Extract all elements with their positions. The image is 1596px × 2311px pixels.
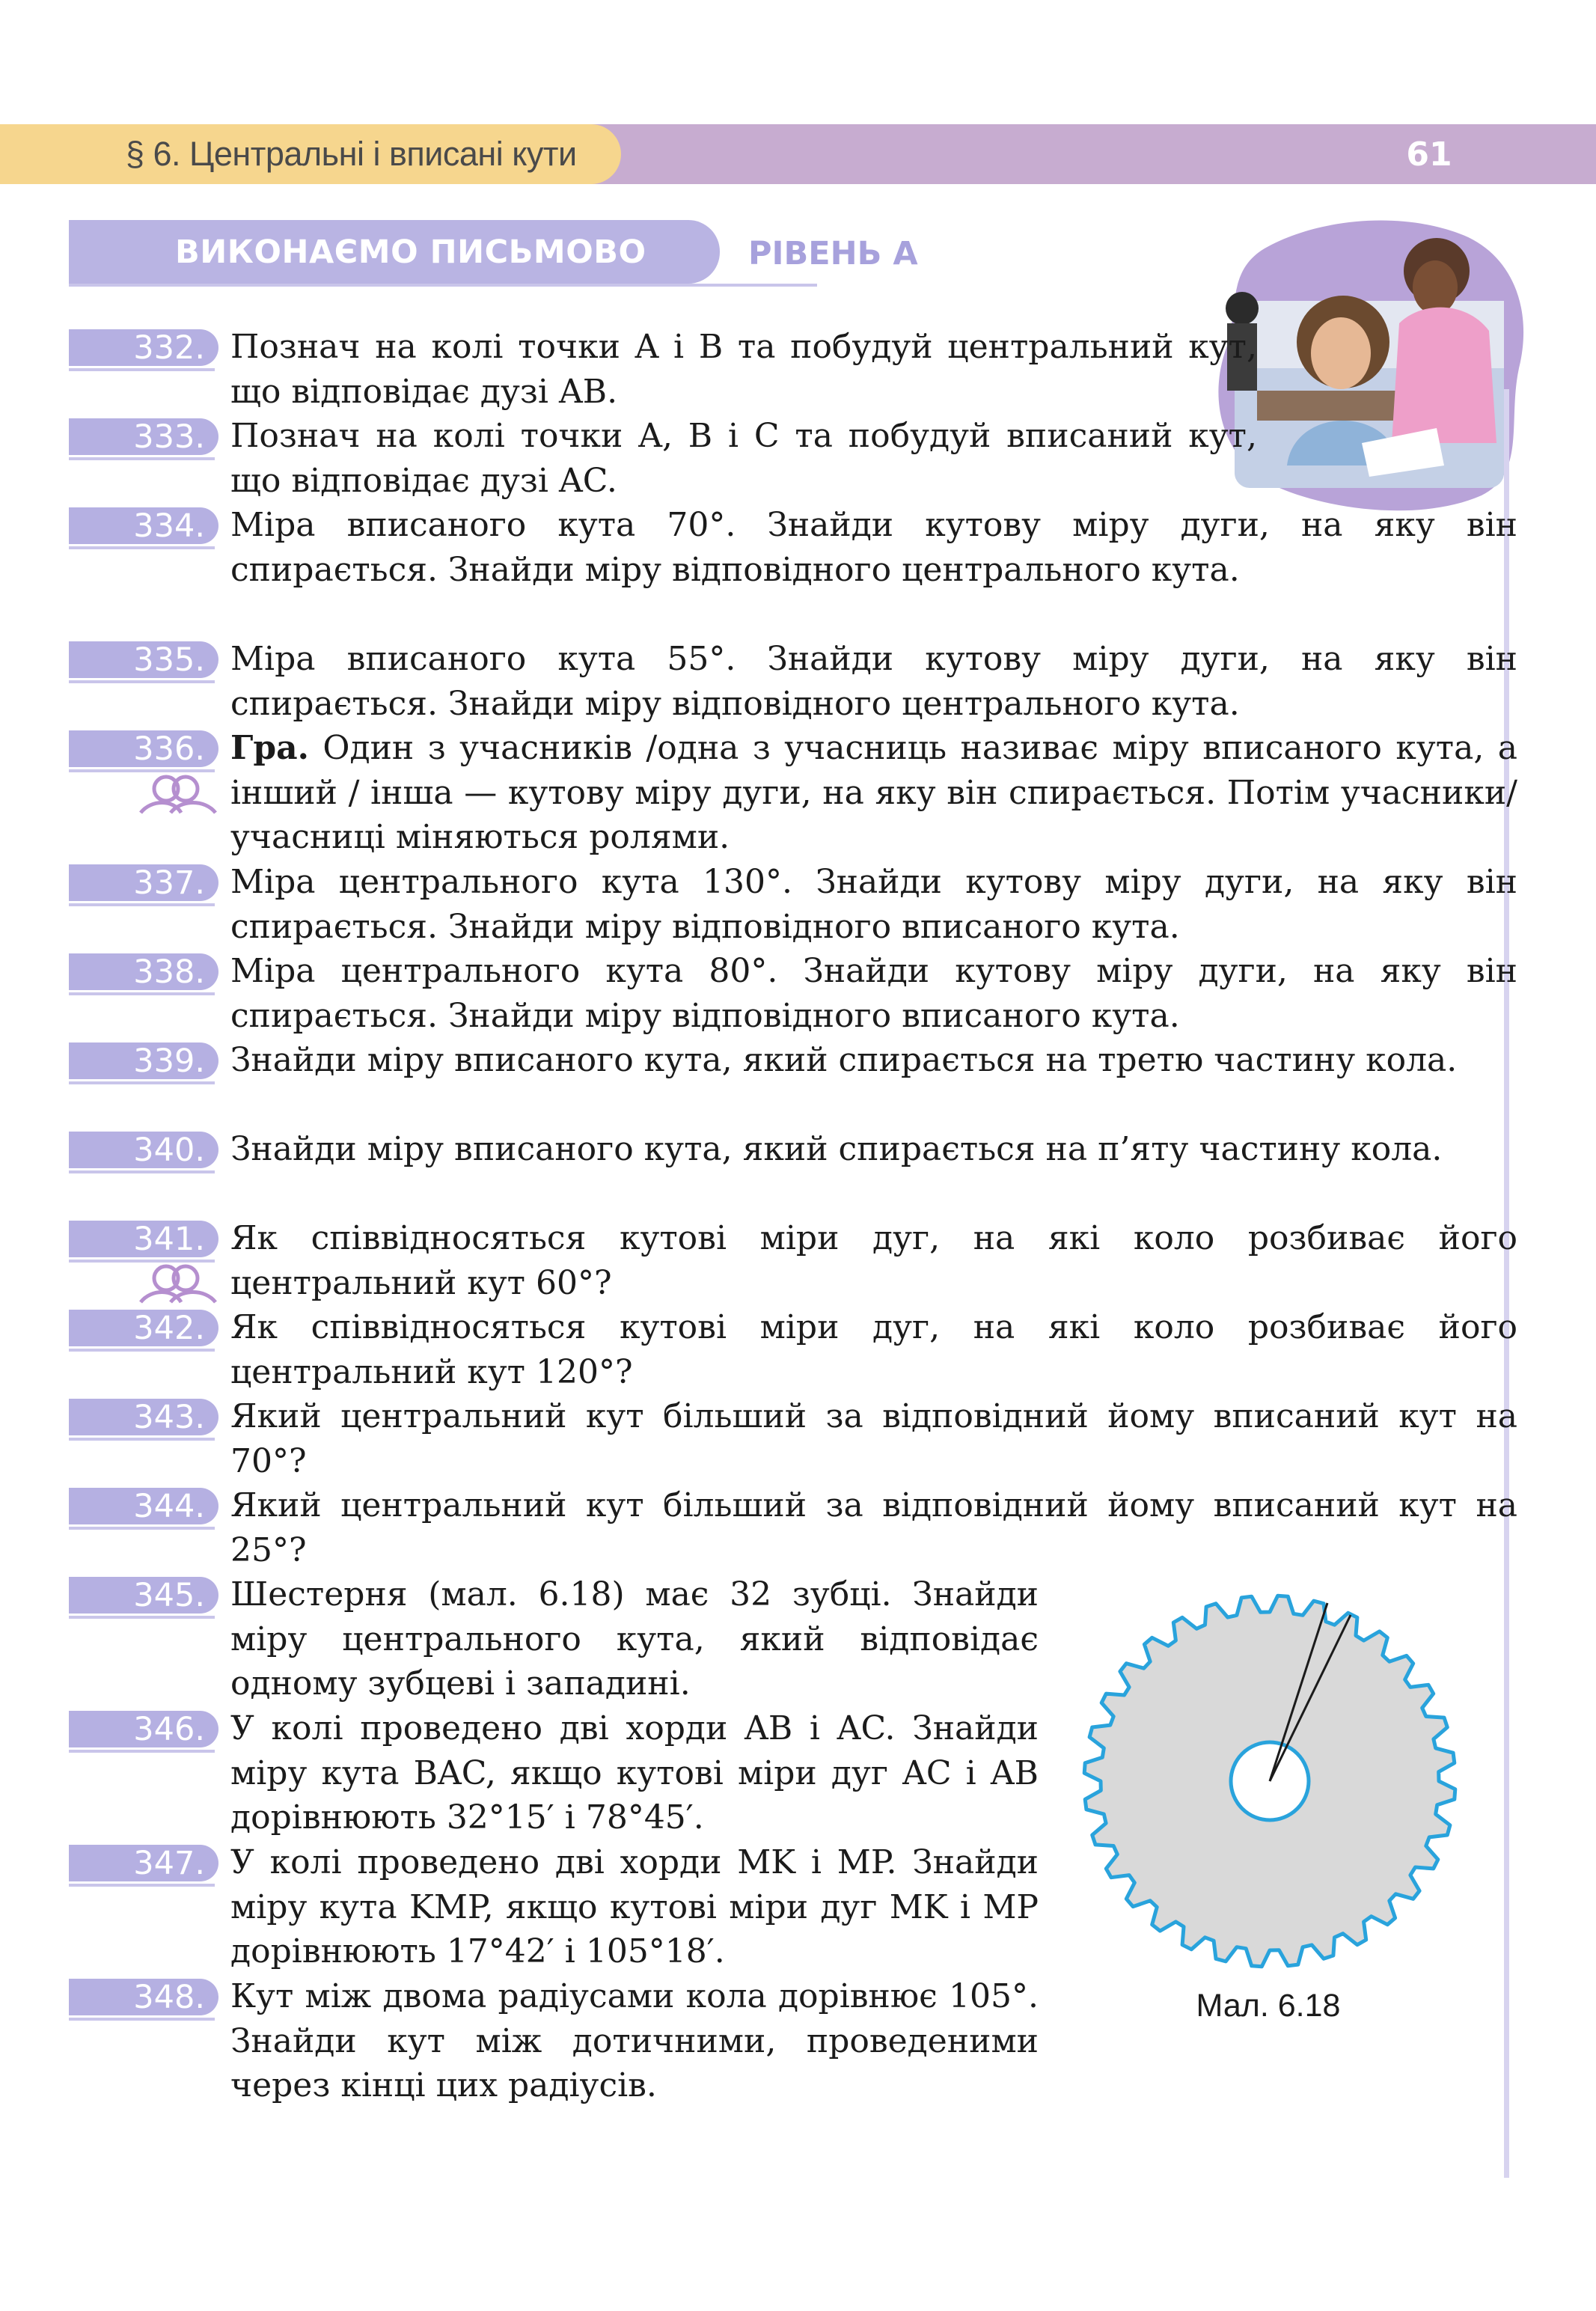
badge-underline xyxy=(69,680,215,683)
badge-underline xyxy=(69,903,215,906)
badge-underline xyxy=(69,1170,215,1173)
badge-underline xyxy=(69,1438,215,1441)
problem-text: Познач на колі точки A і B та побудуй центральний кут, що відповідає дузі AB. xyxy=(230,328,1257,411)
problem-number-badge: 336. xyxy=(69,730,218,767)
problem-text: Знайди міру вписаного кута, який спирається на п’яту частину кола. xyxy=(230,1130,1443,1168)
problem-number-badge: 341. xyxy=(69,1221,218,1257)
problem-number-badge: 343. xyxy=(69,1399,218,1435)
problem-number-badge: 346. xyxy=(69,1711,218,1747)
problem-text: У колі проведено дві хорди MK і MP. Знайди міру кута KMP, якщо кутові міри дуг MK і MP дорівнюють 17°42′ і 105°18′. xyxy=(230,1843,1039,1970)
section-title-tab xyxy=(0,124,621,184)
badge-underline xyxy=(69,1349,215,1352)
problem-text: Міра центрального кута 80°. Знайди кутову міру дуги, на яку він спирається. Знайди міру відповідного вписаного кута. xyxy=(230,952,1517,1035)
problem-number-badge: 347. xyxy=(69,1845,218,1881)
badge-underline xyxy=(69,992,215,995)
problem-text: Міра вписаного кута 55°. Знайди кутову міру дуги, на яку він спирається. Знайди міру відповідного центрального кута. xyxy=(230,640,1517,723)
problem-number-badge: 348. xyxy=(69,1979,218,2015)
page-number: 61 xyxy=(1406,135,1452,174)
problem-text: Як співвідносяться кутові міри дуг, на які коло розбиває його центральний кут 120°? xyxy=(230,1308,1517,1391)
badge-underline xyxy=(69,457,215,460)
problem-number-badge: 333. xyxy=(69,418,218,455)
pair-work-icon xyxy=(136,1262,220,1305)
problem-number-badge: 340. xyxy=(69,1132,218,1168)
problem-text: Який центральний кут більший за відповідний йому вписаний кут на 70°? xyxy=(230,1397,1517,1480)
problem-number-badge: 332. xyxy=(69,329,218,366)
problem-number-badge: 344. xyxy=(69,1488,218,1524)
section-title: § 6. Центральні і вписані кути xyxy=(126,135,577,173)
level-label: РІВЕНЬ А xyxy=(748,235,918,272)
problem-number-badge: 339. xyxy=(69,1042,218,1079)
problem-number-badge: 337. xyxy=(69,864,218,901)
problem-text: Міра центрального кута 130°. Знайди кутову міру дуги, на яку він спирається. Знайди міру відповідного вписаного кута. xyxy=(230,863,1517,946)
section-heading-bar xyxy=(69,220,720,284)
badge-underline xyxy=(69,1884,215,1887)
problem-number-badge: 342. xyxy=(69,1310,218,1346)
problem-text: Який центральний кут більший за відповідний йому вписаний кут на 25°? xyxy=(230,1486,1517,1569)
problem-number-badge: 334. xyxy=(69,507,218,544)
figure-caption: Мал. 6.18 xyxy=(1196,1988,1341,2024)
problem-number-badge: 338. xyxy=(69,953,218,990)
problem-number-badge: 335. xyxy=(69,641,218,678)
problem-text: Знайди міру вписаного кута, який спирається на третю частину кола. xyxy=(230,1041,1458,1079)
badge-underline xyxy=(69,368,215,371)
badge-underline xyxy=(69,1081,215,1084)
pair-work-icon xyxy=(136,772,220,816)
badge-underline xyxy=(69,1750,215,1753)
badge-underline xyxy=(69,1616,215,1619)
section-heading: ВИКОНАЄМО ПИСЬМОВО xyxy=(175,233,646,271)
badge-underline xyxy=(69,2018,215,2021)
problem-text: Гра. Один з учасників /одна з учасниць називає міру вписаного кута, а інший / інша — кутову міру дуги, на яку він спирається. Потім учасники/учасниці міняються ролями. xyxy=(230,729,1517,856)
problem-text: Познач на колі точки A, B і C та побудуй вписаний кут, що відповідає дузі AC. xyxy=(230,417,1257,500)
students-photo xyxy=(1212,219,1526,515)
problem-text: Міра вписаного кута 70°. Знайди кутову міру дуги, на яку він спирається. Знайди міру відповідного центрального кута. xyxy=(230,506,1517,589)
gear-figure xyxy=(1075,1587,1464,1976)
problem-text: Як співвідносяться кутові міри дуг, на які коло розбиває його центральний кут 60°? xyxy=(230,1219,1517,1302)
game-label: Гра. xyxy=(230,729,309,767)
problem-text: Кут між двома радіусами кола дорівнює 105°. Знайди кут між дотичними, проведеними через кінці цих радіусів. xyxy=(230,1977,1039,2104)
problem-text: У колі проведено дві хорди AB і AC. Знайди міру кута BAC, якщо кутові міри дуг AC і AB дорівнюють 32°15′ і 78°45′. xyxy=(230,1709,1039,1837)
badge-underline xyxy=(69,1527,215,1530)
problem-number-badge: 345. xyxy=(69,1577,218,1614)
badge-underline xyxy=(69,546,215,549)
problem-text: Шестерня (мал. 6.18) має 32 зубці. Знайди міру центрального кута, який відповідає одному зубцеві і западині. xyxy=(230,1575,1039,1703)
section-underline xyxy=(69,284,817,287)
